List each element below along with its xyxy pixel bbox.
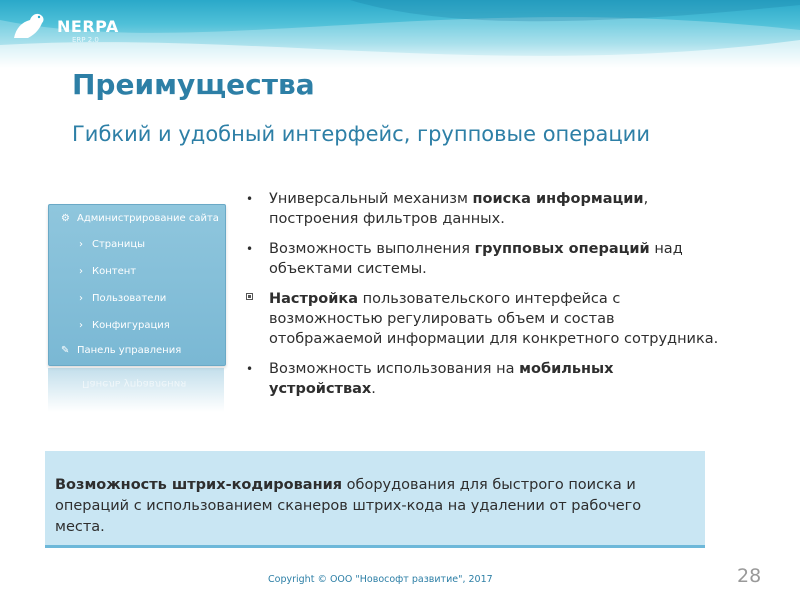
wrench-icon: ✎ bbox=[61, 345, 70, 356]
highlight-text: оборудования для быстрого поиска и операций с использованием сканеров штрих-кода на удалении от рабочего места. bbox=[55, 477, 642, 535]
bullet-dot: • bbox=[246, 242, 254, 256]
chevron-right-icon: › bbox=[79, 239, 83, 250]
menu-reflection-label: Панель управления bbox=[82, 378, 187, 389]
menu-item-content[interactable]: Контент bbox=[92, 266, 137, 277]
bullet-dot: • bbox=[246, 362, 254, 376]
menu-header-label[interactable]: Администрирование сайта bbox=[77, 213, 219, 224]
page-title: Преимущества bbox=[72, 68, 315, 101]
page-subtitle: Гибкий и удобный интерфейс, групповые операции bbox=[72, 122, 650, 146]
logo-subtext: ERP 2.0 bbox=[72, 36, 99, 44]
bullet-square-icon bbox=[246, 293, 253, 300]
barcode-highlight-box bbox=[45, 451, 705, 548]
logo-text: NERPA bbox=[57, 17, 119, 36]
copyright: Copyright © ООО "Новософт развитие", 2017 bbox=[268, 574, 493, 585]
gear-icon: ⚙ bbox=[61, 213, 70, 224]
bullet-text-bold: Настройка bbox=[269, 291, 359, 307]
admin-menu-panel bbox=[48, 204, 226, 366]
bullet-text-bold: поиска информации bbox=[472, 191, 644, 207]
bullet-text-post: над объектами системы. bbox=[269, 241, 683, 277]
page-number: 28 bbox=[737, 565, 762, 587]
bullet-item bbox=[244, 189, 724, 229]
bullet-item bbox=[244, 239, 724, 279]
chevron-right-icon: › bbox=[79, 293, 83, 304]
bullet-text-post: , построения фильтров данных. bbox=[269, 191, 649, 227]
bullet-text-pre: Универсальный механизм bbox=[269, 191, 473, 207]
bullet-text-bold: мобильных устройствах bbox=[269, 361, 614, 397]
bullet-list bbox=[244, 189, 724, 409]
header-band bbox=[0, 0, 800, 68]
bullet-text-bold: групповых операций bbox=[474, 241, 650, 257]
bullet-text-post: . bbox=[371, 381, 376, 397]
seal-icon bbox=[10, 8, 50, 42]
menu-item-control-panel[interactable]: Панель управления bbox=[77, 345, 182, 356]
menu-item-pages[interactable]: Страницы bbox=[92, 239, 146, 250]
bullet-text-pre: Возможность использования на bbox=[269, 361, 520, 377]
menu-item-config[interactable]: Конфигурация bbox=[92, 320, 170, 331]
menu-reflection bbox=[48, 368, 224, 412]
logo bbox=[10, 8, 130, 42]
chevron-right-icon: › bbox=[79, 320, 83, 331]
menu-item-users[interactable]: Пользователи bbox=[92, 293, 167, 304]
bullet-item bbox=[244, 289, 724, 349]
bullet-item bbox=[244, 359, 724, 399]
chevron-right-icon: › bbox=[79, 266, 83, 277]
bullet-text-post: пользовательского интерфейса с возможностью регулировать объем и состав отображаемой информации для конкретного сотрудника. bbox=[269, 291, 719, 347]
highlight-bold: Возможность штрих-кодирования bbox=[55, 477, 343, 493]
bullet-text-pre: Возможность выполнения bbox=[269, 241, 475, 257]
bullet-dot: • bbox=[246, 192, 254, 206]
